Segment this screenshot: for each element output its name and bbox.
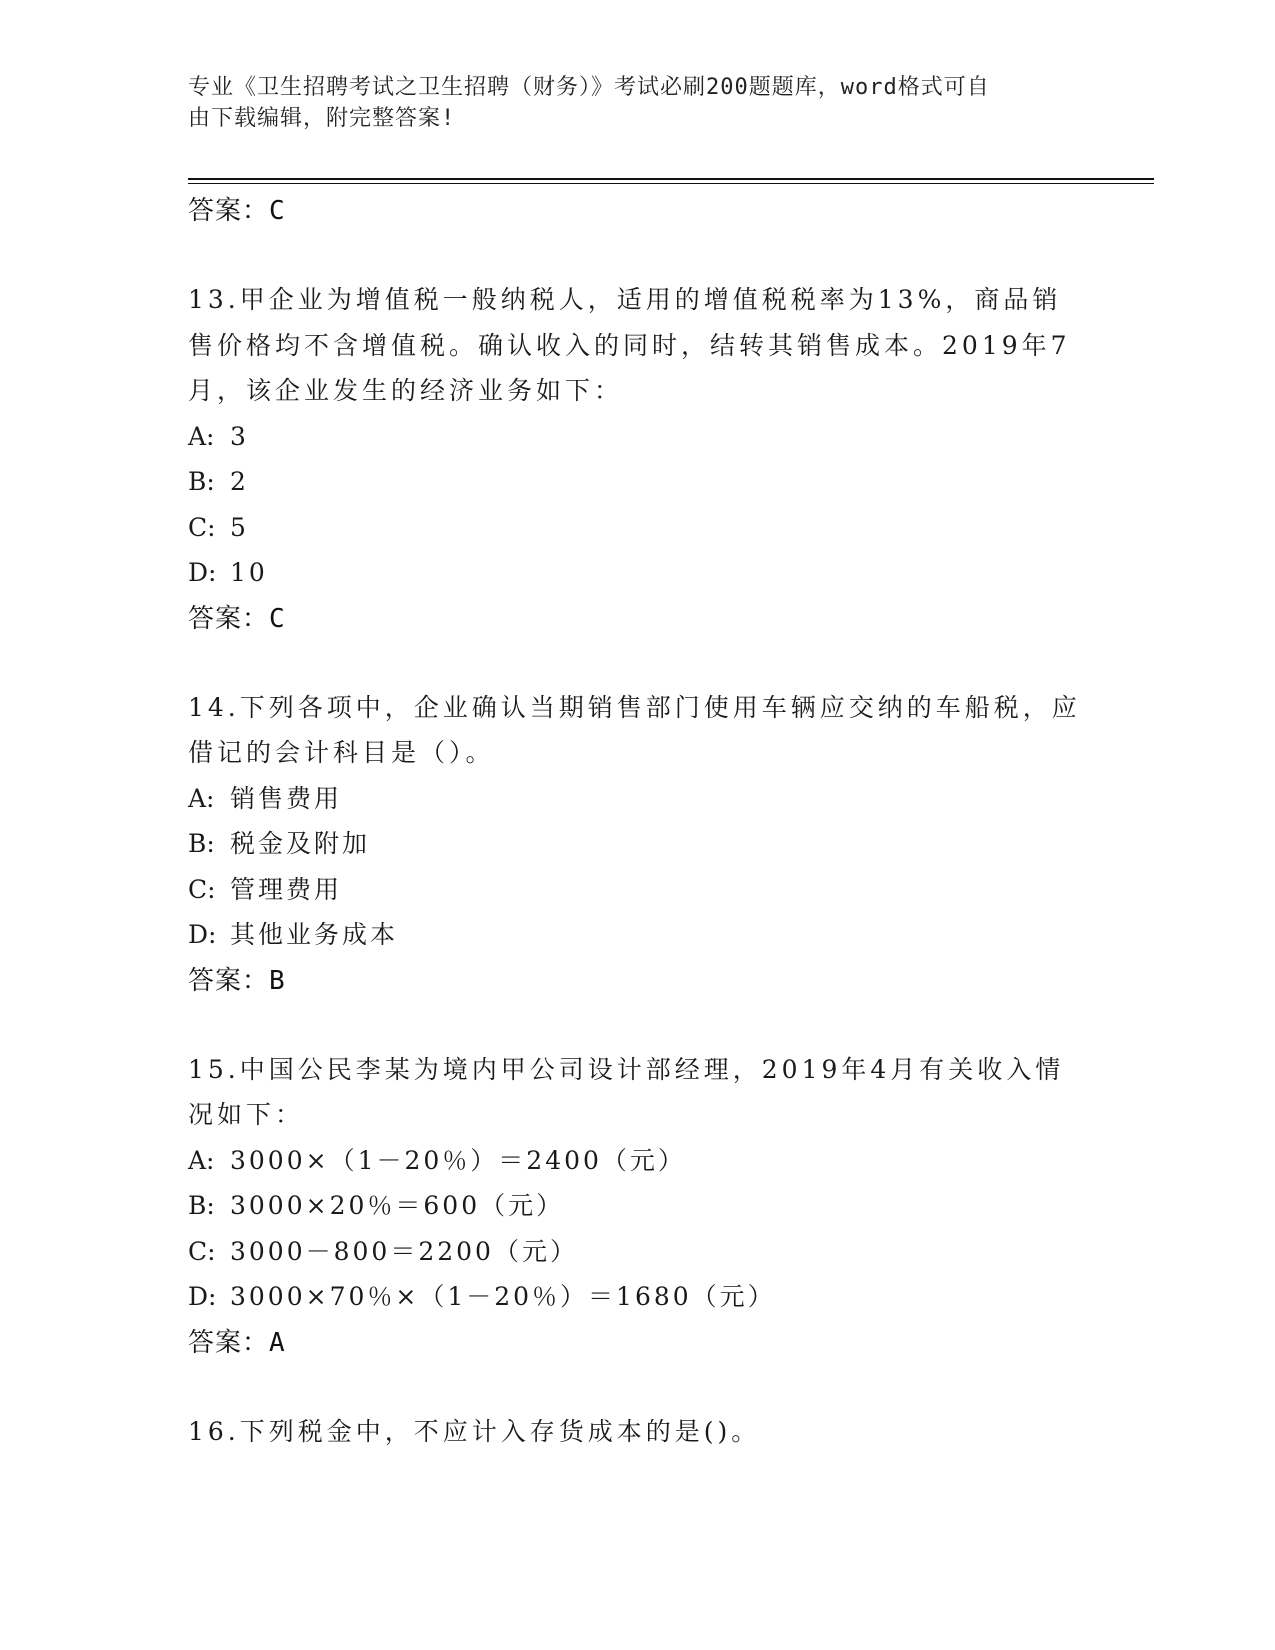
answer-line: 答案：A bbox=[188, 1327, 286, 1358]
option-text: 3 bbox=[230, 421, 249, 451]
header-rule-thin bbox=[188, 183, 1154, 184]
question-16 bbox=[188, 1409, 1088, 1455]
option-text: 3000×20％＝600（元） bbox=[230, 1191, 565, 1220]
question-13 bbox=[188, 277, 1088, 642]
option-key: B: bbox=[188, 467, 215, 496]
header-line-1: 专业《卫生招聘考试之卫生招聘（财务）》考试必刷200题题库，word格式可自 bbox=[188, 75, 990, 100]
option-b bbox=[188, 459, 1088, 505]
option-key: C: bbox=[188, 874, 216, 904]
option-key: B: bbox=[188, 1191, 215, 1220]
option-d bbox=[188, 550, 1088, 596]
option-key: A: bbox=[188, 1145, 215, 1175]
option-b bbox=[188, 1183, 1088, 1229]
page-header bbox=[188, 72, 1068, 134]
option-key: A: bbox=[188, 783, 215, 813]
option-a bbox=[188, 414, 1088, 460]
option-key: C: bbox=[188, 1236, 216, 1266]
option-text: 其他业务成本 bbox=[230, 920, 399, 949]
question-stem: 13.甲企业为增值税一般纳税人，适用的增值税税率为13%，商品销售价格均不含增值税。确认收入的同时，结转其销售成本。2019年7月，该企业发生的经济业务如下： bbox=[188, 285, 1071, 405]
question-stem: 16.下列税金中，不应计入存货成本的是()。 bbox=[188, 1416, 761, 1446]
header-line-2: 由下载编辑，附完整答案! bbox=[188, 106, 456, 131]
option-d bbox=[188, 912, 1088, 958]
option-text: 2 bbox=[230, 467, 249, 496]
option-key: D: bbox=[188, 920, 217, 949]
option-text: 3000－800＝2200（元） bbox=[230, 1236, 578, 1266]
option-text: 3000×（1－20％）＝2400（元） bbox=[230, 1145, 686, 1175]
option-key: C: bbox=[188, 512, 216, 542]
question-stem: 14.下列各项中，企业确认当期销售部门使用车辆应交纳的车船税，应借记的会计科目是（）。 bbox=[188, 692, 1081, 767]
option-c bbox=[188, 1229, 1088, 1275]
option-a bbox=[188, 776, 1088, 822]
question-14 bbox=[188, 685, 1088, 1004]
option-c bbox=[188, 867, 1088, 913]
option-text: 销售费用 bbox=[230, 783, 343, 813]
answer-line: 答案：C bbox=[188, 196, 286, 226]
answer-line: 答案：C bbox=[188, 603, 286, 634]
option-key: A: bbox=[188, 421, 215, 451]
option-key: D: bbox=[188, 558, 217, 587]
option-key: D: bbox=[188, 1282, 217, 1311]
option-text: 税金及附加 bbox=[230, 829, 371, 858]
option-d bbox=[188, 1274, 1088, 1320]
option-text: 10 bbox=[230, 558, 268, 587]
option-a bbox=[188, 1138, 1088, 1184]
option-text: 3000×70％×（1－20％）＝1680（元） bbox=[230, 1282, 776, 1311]
header-rule-thick bbox=[188, 178, 1154, 180]
option-b bbox=[188, 821, 1088, 867]
option-key: B: bbox=[188, 829, 215, 858]
answer-line: 答案：B bbox=[188, 965, 286, 996]
option-c bbox=[188, 505, 1088, 551]
document-body bbox=[188, 188, 1088, 1454]
question-stem: 15.中国公民李某为境内甲公司设计部经理，2019年4月有关收入情况如下： bbox=[188, 1054, 1065, 1129]
question-15 bbox=[188, 1047, 1088, 1366]
option-text: 5 bbox=[230, 512, 249, 542]
option-text: 管理费用 bbox=[230, 874, 343, 904]
